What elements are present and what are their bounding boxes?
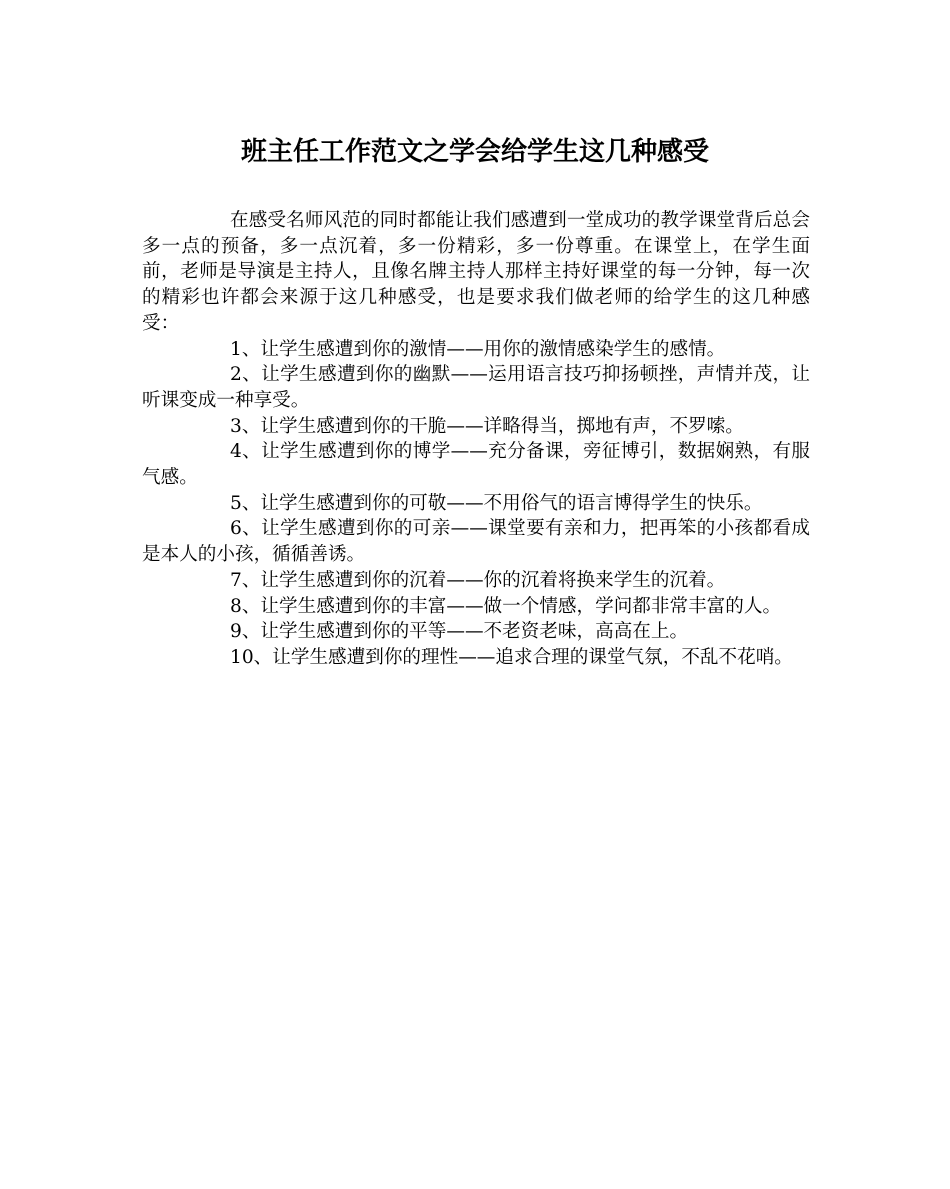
list-item: 6、让学生感遭到你的可亲——课堂要有亲和力，把再笨的小孩都看成是本人的小孩，循循善诱。 (142, 518, 810, 566)
list-item: 5、让学生感遭到你的可敬——不用俗气的语言博得学生的快乐。 (230, 492, 763, 514)
list-item: 4、让学生感遭到你的博学——充分备课，旁征博引，数据娴熟，有服气感。 (142, 441, 810, 489)
list-item: 8、让学生感遭到你的丰富——做一个情感，学问都非常丰富的人。 (230, 595, 782, 617)
list-item: 1、让学生感遭到你的激情——用你的激情感染学生的感情。 (230, 338, 726, 360)
list-item: 10、让学生感遭到你的理性——追求合理的课堂气氛，不乱不花哨。 (230, 646, 793, 668)
list-item: 9、让学生感遭到你的平等——不老资老味，高高在上。 (230, 621, 689, 643)
document-body (142, 208, 810, 671)
list-item: 7、让学生感遭到你的沉着——你的沉着将换来学生的沉着。 (230, 569, 726, 591)
document-title: 班主任工作范文之学会给学生这几种感受 (240, 137, 709, 167)
list-item: 2、让学生感遭到你的幽默——运用语言技巧抑扬顿挫，声情并茂，让听课变成一种享受。 (142, 364, 810, 411)
intro-paragraph: 在感受名师风范的同时都能让我们感遭到一堂成功的教学课堂背后总会多一点的预备，多一点沉着，多一份精彩，多一份尊重。在课堂上，在学生面前，老师是导演是主持人，且像名牌主持人那样主持好课堂的每一分钟，每一次的精彩也许都会来源于这几种感受，也是要求我们做老师的给学生的这几种感受： (142, 210, 810, 334)
list-item: 3、让学生感遭到你的干脆——详略得当，掷地有声，不罗嗦。 (230, 415, 744, 437)
